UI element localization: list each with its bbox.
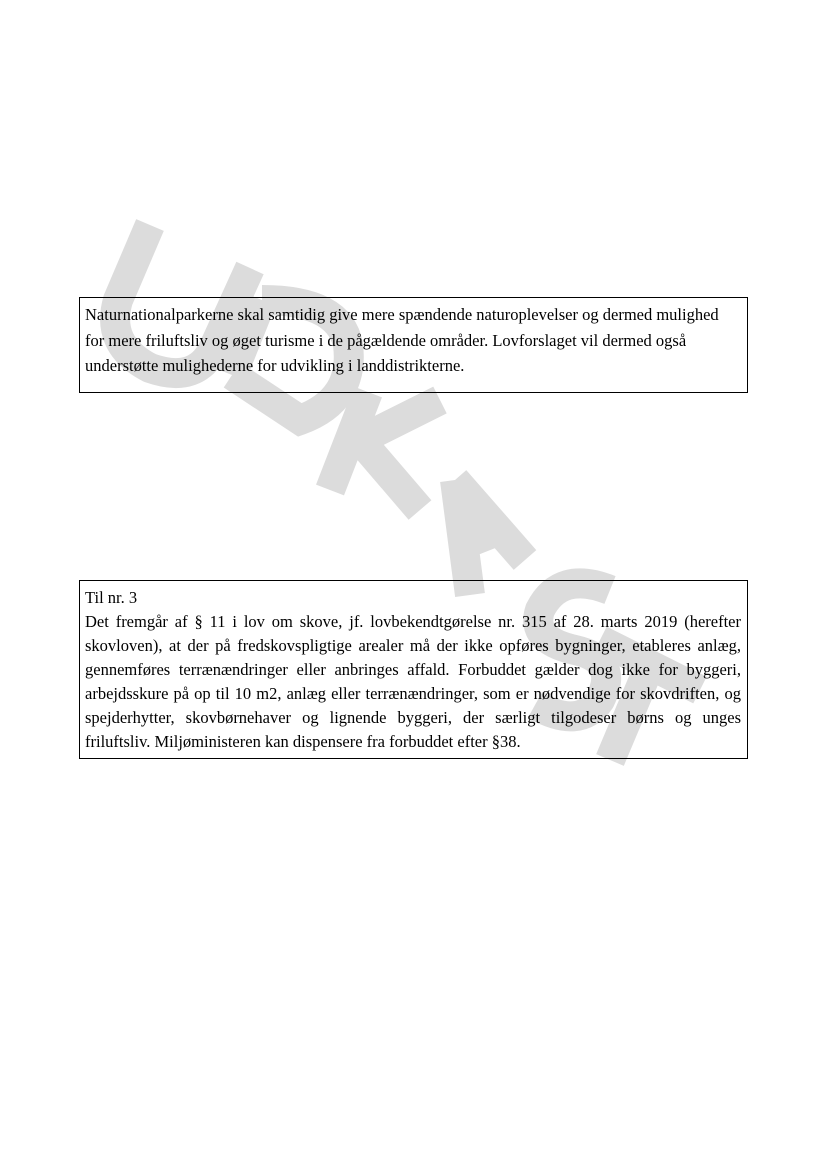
watermark-letter-k [330, 392, 440, 510]
text-box-naturnationalparker [79, 297, 748, 393]
watermark-letter-a [455, 480, 525, 595]
text-box-til-nr-3 [79, 580, 748, 759]
paragraph-naturnationalparker: Naturnationalparkerne skal samtidig give mere spændende naturoplevelser og dermed mulighed for mere friluftsliv og øget turisme i de pågældende områder. Lovforslaget vil dermed også understøtte mulighederne for udvikling i landdistrikterne. [85, 305, 719, 375]
section-heading: Til nr. 3 [85, 588, 138, 607]
paragraph-skovloven: Det fremgår af § 11 i lov om skove, jf. lovbekendtgørelse nr. 315 af 28. marts 2019 (herefter skovloven), at der på fredskovspligtige arealer må der ikke opføres bygninger, etableres anlæg, gennemføres terrænændringer eller anbringes affald. Forbuddet gælder dog ikke for byggeri, arbejdsskure på op til 10 m2, anlæg eller terrænændringer, som er nødvendige for skovdriften, og spejderhytter, skovbørnehaver og lignende byggeri, der særligt tilgodeser børns og unges friluftsliv. Miljøministeren kan dispensere fra forbuddet efter §38. [85, 612, 741, 751]
